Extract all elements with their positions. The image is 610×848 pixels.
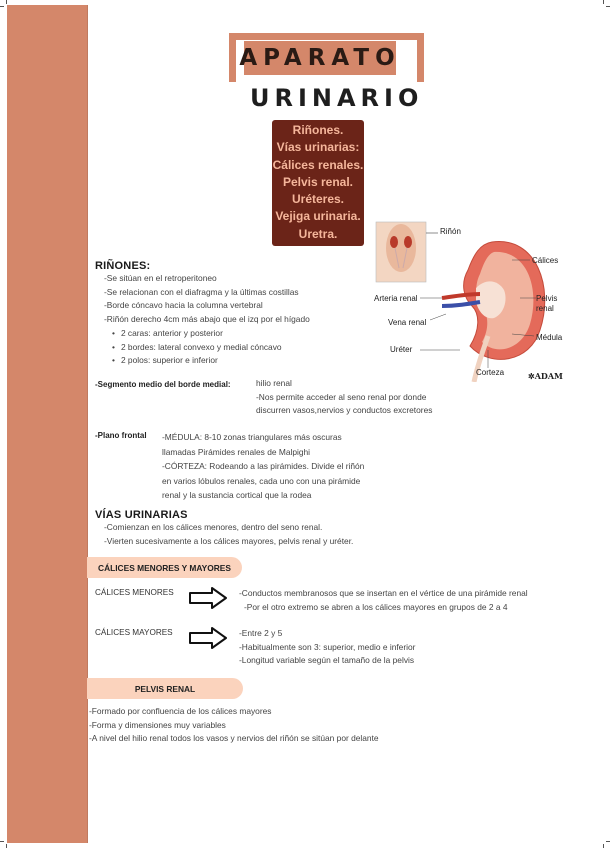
label-calices: Cálices xyxy=(532,256,559,265)
crop-mark xyxy=(603,0,604,4)
label-corteza: Corteza xyxy=(476,368,505,377)
segmento-text: hilio renal -Nos permite acceder al seno renal por donde discurren vasos,nervios y conductos excretores xyxy=(256,378,433,416)
label-vena: Vena renal xyxy=(388,318,427,327)
vias-heading: VÍAS URINARIAS xyxy=(95,509,188,521)
crop-mark xyxy=(0,841,4,842)
crop-mark xyxy=(606,6,610,7)
mini-kidney-right xyxy=(404,236,412,248)
adam-logo-icon: ✲ xyxy=(528,371,535,381)
calices-section-pill: CÁLICES MENORES Y MAYORES xyxy=(87,557,242,578)
pelvis-text: -Formado por confluencia de los cálices mayores -Forma y dimensiones muy variables -A nivel del hilio renal todos los vasos y nervios del riñón se sitúan por delante xyxy=(89,706,379,744)
crop-mark xyxy=(0,6,4,7)
title-line2: URINARIO xyxy=(250,84,424,112)
left-decorative-bar xyxy=(7,5,87,843)
calices-mayores-text: -Entre 2 y 5 -Habitualmente son 3: superior, medio e inferior -Longitud variable según el tamaño de la pelvis xyxy=(239,628,416,666)
arrow-right-icon xyxy=(188,586,228,610)
mini-kidney-left xyxy=(390,236,398,248)
rinones-text: -Se sitúan en el retroperitoneo -Se relacionan con el diafragma y la últimas costillas -Borde cóncavo hacia la columna vertebral -Riñón derecho 4cm más abajo que el izq por el hígado xyxy=(104,273,310,324)
plano-label: -Plano frontal xyxy=(95,431,147,440)
crop-mark xyxy=(603,844,604,848)
label-rinon: Riñón xyxy=(440,227,461,236)
crop-mark xyxy=(6,0,7,4)
title-line1: APARATO xyxy=(239,45,401,71)
contents-item: Riñones. xyxy=(292,123,344,137)
contents-item: Cálices renales. xyxy=(272,157,364,172)
rinones-bullets: • 2 caras: anterior y posterior • 2 bordes: lateral convexo y medial cóncavo • 2 polos: superior e inferior xyxy=(112,327,282,368)
crop-mark xyxy=(6,844,7,848)
calices-mayores-label: CÁLICES MAYORES xyxy=(95,628,173,637)
contents-item: Uréteres. xyxy=(291,192,345,207)
rinones-heading: RIÑONES: xyxy=(95,260,151,272)
label-arteria: Arteria renal xyxy=(374,294,418,303)
adam-credit: ✲ADAM xyxy=(528,371,563,381)
torso-shape xyxy=(386,224,416,272)
arrow-right-icon xyxy=(188,626,228,650)
contents-item: Vías urinarias: xyxy=(276,140,360,155)
vias-text: -Comienzan en los cálices menores, dentro del seno renal. -Vierten sucesivamente a los cálices mayores, pelvis renal y uréter. xyxy=(104,522,354,546)
segmento-label: -Segmento medio del borde medial: xyxy=(95,380,231,389)
label-pelvis: Pelvis renal xyxy=(536,294,558,313)
label-medula: Médula xyxy=(536,333,563,342)
crop-mark xyxy=(606,841,610,842)
pelvis-section-pill: PELVIS RENAL xyxy=(87,678,243,699)
title-band xyxy=(239,41,401,75)
contents-item: Vejiga urinaria. xyxy=(275,209,361,224)
calices-menores-text: -Conductos membranosos que se insertan en el vértice de una pirámide renal -Por el otro extremo se abren a los cálices mayores en grupos de 2 a 4 xyxy=(239,588,528,612)
contents-item: Uretra. xyxy=(298,226,338,241)
contents-box xyxy=(272,120,364,246)
calices-menores-label: CÁLICES MENORES xyxy=(95,588,174,597)
contents-item: Pelvis renal. xyxy=(282,174,354,189)
plano-text: -MÉDULA: 8-10 zonas triangulares más oscuras llamadas Pirámides renales de Malpighi -CÓRTEZA: Rodeando a las pirámides. Divide el riñón en varios lóbulos renales, cada uno con una pirámide renal y la sustancia cortical que la rodea xyxy=(162,432,365,501)
label-ureter: Uréter xyxy=(390,345,413,354)
